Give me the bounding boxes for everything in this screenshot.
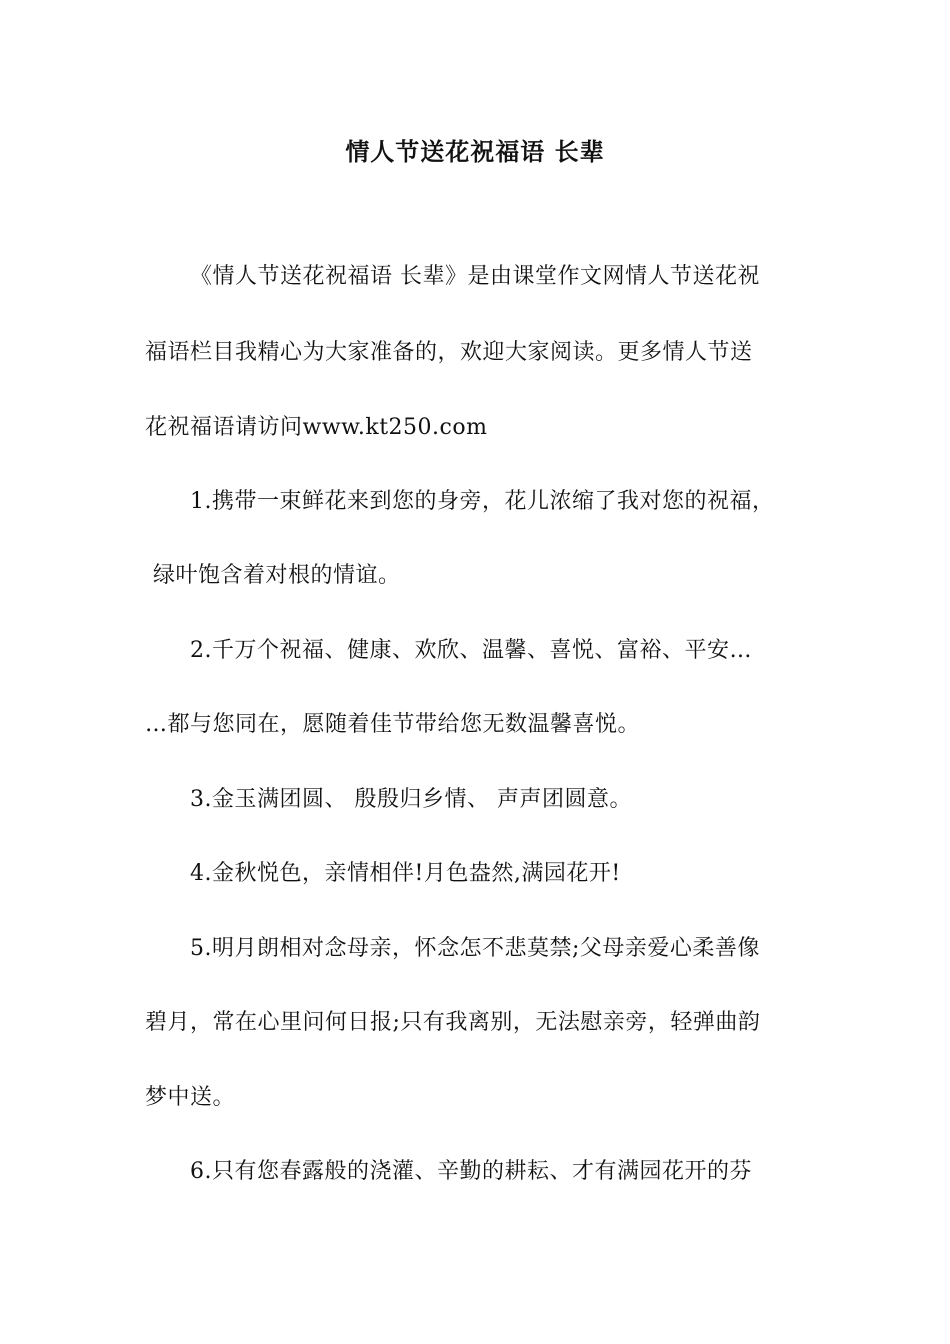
item-5-line-1: 5.明月朗相对念母亲，怀念怎不悲莫禁;父母亲爱心柔善像 (190, 936, 760, 961)
item-2-line-1: 2.千万个祝福、健康、欢欣、温馨、喜悦、富裕、平安… (190, 638, 752, 663)
item-6-line-1: 6.只有您春露般的浇灌、辛勤的耕耘、才有满园花开的芬 (190, 1159, 752, 1184)
item-5-line-2: 碧月，常在心里问何日报;只有我离别，无法慰亲旁，轻弹曲韵 (145, 1010, 761, 1035)
intro-line-2: 福语栏目我精心为大家准备的，欢迎大家阅读。更多情人节送 (145, 340, 753, 365)
item-2-line-2: …都与您同在，愿随着佳节带给您无数温馨喜悦。 (145, 712, 641, 737)
item-1-line-2: 绿叶饱含着对根的情谊。 (153, 563, 401, 588)
intro-line-3: 花祝福语请访问www.kt250.com (145, 415, 488, 440)
item-3-line-1: 3.金玉满团圆、 殷殷归乡情、 声声团圆意。 (190, 787, 632, 812)
item-5-line-3: 梦中送。 (145, 1085, 236, 1110)
item-1-line-1: 1.携带一束鲜花来到您的身旁，花儿浓缩了我对您的祝福， (190, 489, 775, 514)
document-title: 情人节送花祝福语 长辈 (345, 137, 605, 166)
intro-line-1: 《情人节送花祝福语 长辈》是由课堂作文网情人节送花祝 (190, 264, 760, 289)
item-4-line-1: 4.金秋悦色，亲情相伴!月色盎然,满园花开! (190, 861, 621, 886)
